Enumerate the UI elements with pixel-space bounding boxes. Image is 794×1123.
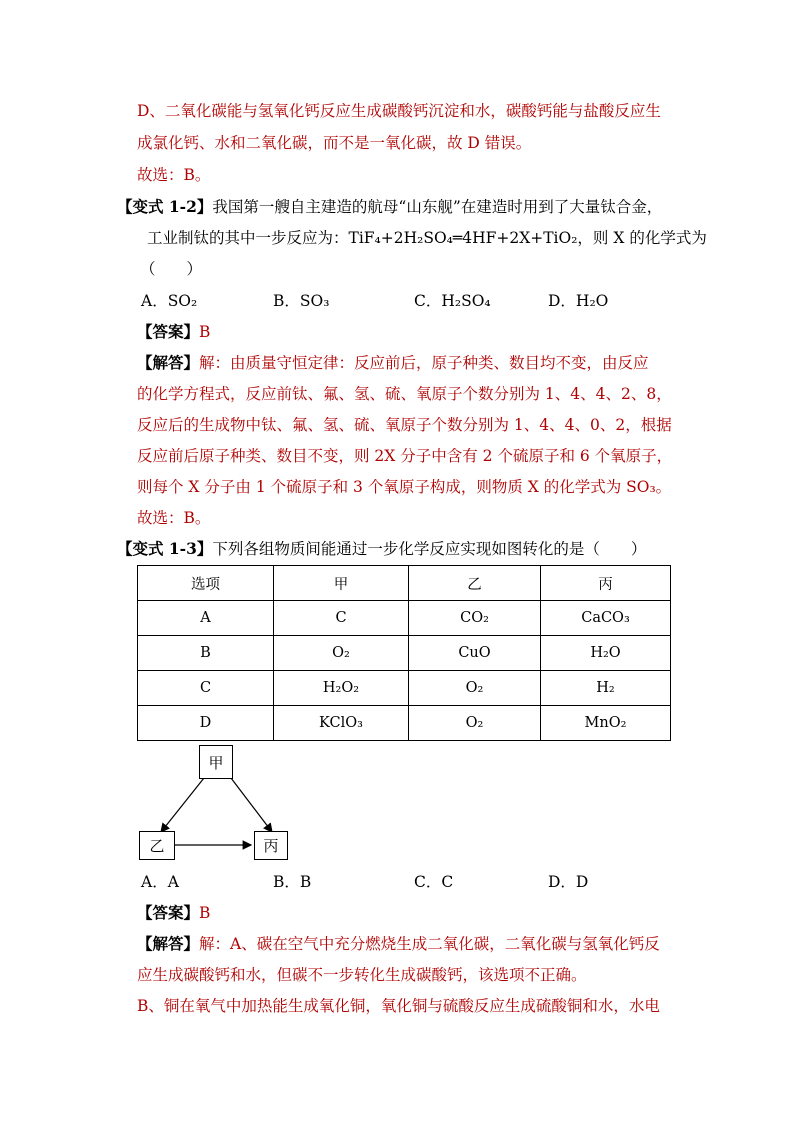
table-cell: O₂ <box>409 706 541 741</box>
table-cell: D <box>138 706 274 741</box>
table-cell: H₂ <box>541 671 671 706</box>
question-tag: 【变式 1-2】 <box>117 197 213 216</box>
question-1-2 <box>117 197 662 217</box>
choice-a: A．SO₂ <box>141 292 198 310</box>
question-1-2-line2: 工业制钛的其中一步反应为：TiF₄+2H₂SO₄═4HF+2X+TiO₂，则 X 的化学式为 <box>147 229 707 247</box>
explanation-line: 反应后的生成物中钛、氟、氢、硫、氧原子个数分别为 1、4、4、0、2，根据 <box>137 416 672 434</box>
table-header: 选项 <box>138 566 274 601</box>
table-cell: H₂O <box>541 636 671 671</box>
explanation-1-2 <box>137 353 649 373</box>
explanation-label: 【解答】 <box>137 353 200 372</box>
question-tag: 【变式 1-3】 <box>117 539 213 558</box>
answer-label: 【答案】 <box>137 903 200 922</box>
question-text: 我国第一艘自主建造的航母“山东舰”在建造时用到了大量钛合金， <box>212 198 663 216</box>
table-cell: MnO₂ <box>541 706 671 741</box>
choice-a: A．A <box>141 873 179 891</box>
node-jia: 甲 <box>199 745 233 779</box>
table-header-row <box>138 566 671 601</box>
choice-b: B．B <box>273 873 312 891</box>
answer-line <box>137 903 210 923</box>
table-row <box>138 706 671 741</box>
arrow-jia-to-yi <box>161 778 204 832</box>
table-header: 甲 <box>274 566 409 601</box>
answer-value: B <box>199 904 211 922</box>
conclusion-line: 故选：B。 <box>137 166 211 184</box>
node-bing: 丙 <box>254 831 288 860</box>
choice-c: C．H₂SO₄ <box>414 292 491 310</box>
options-table <box>137 565 671 741</box>
explanation-line: 的化学方程式，反应前钛、氟、氢、硫、氧原子个数分别为 1、4、4、2、8， <box>137 385 672 403</box>
node-yi: 乙 <box>139 831 175 860</box>
answer-value: B <box>199 323 211 341</box>
explanation-line: 反应前后原子种类、数目不变，则 2X 分子中含有 2 个硫原子和 6 个氧原子， <box>137 447 673 465</box>
table-cell: H₂O₂ <box>274 671 409 706</box>
table-cell: O₂ <box>409 671 541 706</box>
table-cell: CaCO₃ <box>541 601 671 636</box>
choice-d: D．H₂O <box>548 292 609 310</box>
table-row <box>138 601 671 636</box>
explanation-1-3 <box>137 934 660 954</box>
choice-b: B．SO₃ <box>273 292 330 310</box>
table-cell: C <box>138 671 274 706</box>
arrow-jia-to-bing <box>231 778 272 832</box>
table-cell: CO₂ <box>409 601 541 636</box>
table-row <box>138 671 671 706</box>
question-1-3 <box>117 539 646 559</box>
explanation-line-d: D、二氧化碳能与氢氧化钙反应生成碳酸钙沉淀和水，碳酸钙能与盐酸反应生 <box>137 102 661 120</box>
table-header: 乙 <box>409 566 541 601</box>
table-cell: KClO₃ <box>274 706 409 741</box>
table-cell: A <box>138 601 274 636</box>
table-cell: O₂ <box>274 636 409 671</box>
explanation-text: 解：A、碳在空气中充分燃烧生成二氧化碳，二氧化碳与氢氧化钙反 <box>199 935 660 953</box>
question-text: 下列各组物质间能通过一步化学反应实现如图转化的是（ ） <box>212 540 647 558</box>
answer-label: 【答案】 <box>137 322 200 341</box>
question-1-2-blank: （ ） <box>140 260 203 278</box>
table-cell: C <box>274 601 409 636</box>
table-row <box>138 636 671 671</box>
explanation-line: 应生成碳酸钙和水，但碳不一步转化生成碳酸钙，该选项不正确。 <box>137 966 587 984</box>
explanation-line: 则每个 X 分子由 1 个硫原子和 3 个氧原子构成，则物质 X 的化学式为 SO₃。 <box>137 478 672 496</box>
choice-d: D．D <box>548 873 589 891</box>
explanation-line: B、铜在氧气中加热能生成氧化铜，氧化铜与硫酸反应生成硫酸铜和水，水电 <box>137 997 660 1015</box>
conclusion-line: 故选：B。 <box>137 509 211 527</box>
explanation-line-d-cont: 成氯化钙、水和二氧化碳，而不是一氧化碳，故 D 错误。 <box>137 134 532 152</box>
explanation-label: 【解答】 <box>137 934 200 953</box>
answer-line <box>137 322 210 342</box>
table-cell: B <box>138 636 274 671</box>
table-header: 丙 <box>541 566 671 601</box>
table-cell: CuO <box>409 636 541 671</box>
choice-c: C．C <box>414 873 454 891</box>
explanation-text: 解：由质量守恒定律：反应前后，原子种类、数目均不变，由反应 <box>199 354 649 372</box>
